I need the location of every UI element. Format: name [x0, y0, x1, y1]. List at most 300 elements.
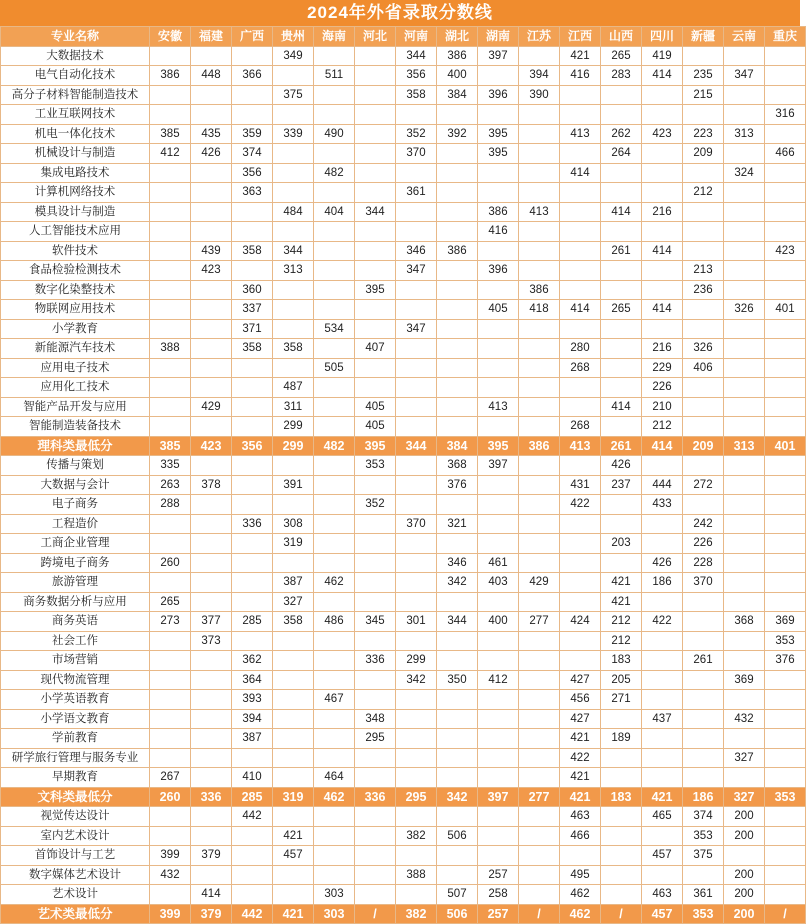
cell-score: 412 [478, 670, 519, 690]
table-row [1, 378, 806, 398]
cell-score: 442 [232, 807, 273, 827]
cell-score [642, 865, 683, 885]
cell-score: 370 [683, 573, 724, 593]
cell-score [191, 358, 232, 378]
table-row [1, 748, 806, 768]
cell-score: 397 [478, 787, 519, 807]
cell-score [355, 865, 396, 885]
cell-score [560, 241, 601, 261]
cell-score: 326 [724, 300, 765, 320]
table-row [1, 300, 806, 320]
cell-score [765, 846, 806, 866]
cell-score [355, 534, 396, 554]
table-row [1, 826, 806, 846]
cell-score: 283 [601, 66, 642, 86]
cell-score: 344 [437, 612, 478, 632]
cell-score [437, 378, 478, 398]
cell-score: 387 [232, 729, 273, 749]
cell-score [683, 222, 724, 242]
cell-score: 484 [273, 202, 314, 222]
table-header-row [1, 27, 806, 47]
cell-score [478, 319, 519, 339]
cell-score [560, 202, 601, 222]
cell-score [519, 826, 560, 846]
cell-score [150, 397, 191, 417]
table-row [1, 261, 806, 281]
cell-score [765, 553, 806, 573]
cell-score [437, 709, 478, 729]
cell-score [232, 631, 273, 651]
cell-score [724, 85, 765, 105]
cell-score [232, 222, 273, 242]
cell-score: 429 [191, 397, 232, 417]
cell-score [191, 222, 232, 242]
cell-score [601, 885, 642, 905]
cell-major-name: 软件技术 [1, 241, 150, 261]
cell-score [642, 456, 683, 476]
cell-score [273, 144, 314, 164]
cell-score: 326 [683, 339, 724, 359]
cell-score [191, 163, 232, 183]
cell-score: 385 [150, 436, 191, 456]
cell-score [396, 534, 437, 554]
score-table [0, 26, 806, 924]
cell-score [724, 261, 765, 281]
cell-score [519, 183, 560, 203]
cell-score [478, 768, 519, 788]
cell-score: 342 [396, 670, 437, 690]
cell-score: 414 [601, 397, 642, 417]
cell-score: 374 [683, 807, 724, 827]
cell-score: 400 [478, 612, 519, 632]
cell-score: 336 [355, 787, 396, 807]
cell-major-name: 社会工作 [1, 631, 150, 651]
cell-score [314, 475, 355, 495]
cell-score [150, 300, 191, 320]
cell-score [191, 573, 232, 593]
cell-score: 358 [232, 339, 273, 359]
cell-score [765, 222, 806, 242]
cell-score: 373 [191, 631, 232, 651]
cell-score [765, 709, 806, 729]
cell-score: 386 [519, 280, 560, 300]
cell-score [355, 163, 396, 183]
cell-major-name: 机械设计与制造 [1, 144, 150, 164]
cell-score: 356 [232, 163, 273, 183]
cell-major-name: 艺术类最低分 [1, 904, 150, 924]
cell-major-name: 小学语文教育 [1, 709, 150, 729]
cell-score [560, 456, 601, 476]
cell-score: 413 [478, 397, 519, 417]
cell-score [765, 729, 806, 749]
cell-score [232, 553, 273, 573]
cell-score: 258 [478, 885, 519, 905]
cell-score: 295 [396, 787, 437, 807]
cell-score [396, 885, 437, 905]
cell-score [396, 729, 437, 749]
cell-score [232, 456, 273, 476]
cell-score: 394 [232, 709, 273, 729]
cell-score: 386 [437, 46, 478, 66]
cell-score [478, 729, 519, 749]
cell-score [150, 280, 191, 300]
cell-score [601, 807, 642, 827]
cell-score [191, 319, 232, 339]
cell-score [396, 222, 437, 242]
cell-score [191, 690, 232, 710]
cell-score: 216 [642, 202, 683, 222]
table-row [1, 670, 806, 690]
cell-score [642, 163, 683, 183]
cell-score: 212 [642, 417, 683, 437]
cell-score: 339 [273, 124, 314, 144]
cell-score: 261 [683, 651, 724, 671]
cell-score [355, 105, 396, 125]
table-row [1, 105, 806, 125]
cell-score: 414 [560, 300, 601, 320]
cell-score [273, 183, 314, 203]
cell-score [519, 670, 560, 690]
table-row [1, 534, 806, 554]
cell-score: 353 [765, 631, 806, 651]
cell-score [765, 183, 806, 203]
cell-score [601, 709, 642, 729]
cell-score [150, 261, 191, 281]
cell-score [642, 748, 683, 768]
cell-score [601, 163, 642, 183]
cell-score [150, 631, 191, 651]
cell-score: 448 [191, 66, 232, 86]
table-row [1, 651, 806, 671]
cell-score: 345 [355, 612, 396, 632]
cell-score [150, 417, 191, 437]
cell-score: 236 [683, 280, 724, 300]
cell-score [765, 417, 806, 437]
cell-score [150, 670, 191, 690]
cell-score [314, 261, 355, 281]
cell-score [642, 280, 683, 300]
cell-score [642, 592, 683, 612]
cell-score [314, 670, 355, 690]
cell-score [437, 222, 478, 242]
cell-score [765, 319, 806, 339]
cell-major-name: 数字媒体艺术设计 [1, 865, 150, 885]
cell-score [683, 319, 724, 339]
cell-score [232, 85, 273, 105]
cell-score [683, 670, 724, 690]
cell-score: 413 [560, 436, 601, 456]
cell-score [273, 865, 314, 885]
cell-score [683, 612, 724, 632]
cell-score: 265 [601, 46, 642, 66]
cell-score [724, 378, 765, 398]
cell-score: 437 [642, 709, 683, 729]
cell-score [765, 885, 806, 905]
cell-score [355, 183, 396, 203]
cell-score [560, 378, 601, 398]
cell-score [355, 46, 396, 66]
cell-major-name: 应用化工技术 [1, 378, 150, 398]
cell-score [273, 222, 314, 242]
table-row [1, 163, 806, 183]
cell-score: 421 [560, 787, 601, 807]
cell-score [150, 573, 191, 593]
cell-score [191, 514, 232, 534]
cell-score: 237 [601, 475, 642, 495]
cell-score: 277 [519, 612, 560, 632]
cell-score [396, 495, 437, 515]
cell-score [314, 378, 355, 398]
cell-score [355, 573, 396, 593]
cell-score [519, 144, 560, 164]
cell-score: 413 [519, 202, 560, 222]
cell-major-name: 市场营销 [1, 651, 150, 671]
table-row [1, 85, 806, 105]
cell-score [314, 280, 355, 300]
cell-score: 435 [191, 124, 232, 144]
cell-score: 397 [478, 456, 519, 476]
cell-score: 462 [560, 904, 601, 924]
cell-score: 209 [683, 436, 724, 456]
cell-score [150, 748, 191, 768]
cell-score [724, 729, 765, 749]
cell-score [396, 631, 437, 651]
cell-score: 362 [232, 651, 273, 671]
column-header-jiangsu: 江苏 [519, 27, 560, 47]
cell-score [437, 651, 478, 671]
cell-score: 212 [601, 631, 642, 651]
cell-score [683, 456, 724, 476]
cell-score: 375 [273, 85, 314, 105]
cell-score [396, 690, 437, 710]
cell-score: 347 [396, 319, 437, 339]
cell-score [519, 358, 560, 378]
cell-score [355, 885, 396, 905]
cell-major-name: 应用电子技术 [1, 358, 150, 378]
cell-score [683, 241, 724, 261]
cell-score [150, 319, 191, 339]
cell-score [601, 85, 642, 105]
cell-score: 414 [642, 436, 683, 456]
cell-score [355, 85, 396, 105]
cell-score [519, 222, 560, 242]
cell-score [437, 534, 478, 554]
cell-score [232, 495, 273, 515]
cell-score: 303 [314, 885, 355, 905]
cell-score [519, 748, 560, 768]
cell-score: 288 [150, 495, 191, 515]
cell-score: 308 [273, 514, 314, 534]
cell-major-name: 商务数据分析与应用 [1, 592, 150, 612]
cell-score [478, 514, 519, 534]
table-row [1, 592, 806, 612]
cell-score [232, 748, 273, 768]
cell-score [601, 865, 642, 885]
cell-score: 358 [273, 612, 314, 632]
table-row-summary [1, 787, 806, 807]
cell-score [232, 378, 273, 398]
cell-score [437, 729, 478, 749]
cell-score: 462 [314, 787, 355, 807]
column-header-hainan: 海南 [314, 27, 355, 47]
cell-score: 261 [601, 436, 642, 456]
cell-score [683, 729, 724, 749]
cell-score: 379 [191, 846, 232, 866]
cell-score [601, 339, 642, 359]
cell-score [273, 709, 314, 729]
cell-score [150, 534, 191, 554]
cell-score [601, 846, 642, 866]
cell-score [724, 631, 765, 651]
cell-score [724, 358, 765, 378]
cell-score: 386 [478, 202, 519, 222]
cell-score [314, 456, 355, 476]
cell-score [765, 826, 806, 846]
cell-score: 265 [601, 300, 642, 320]
cell-score [560, 105, 601, 125]
cell-major-name: 旅游管理 [1, 573, 150, 593]
cell-score [396, 592, 437, 612]
cell-score: 394 [519, 66, 560, 86]
cell-score [519, 241, 560, 261]
cell-score: 382 [396, 826, 437, 846]
cell-score [314, 105, 355, 125]
cell-score: 429 [519, 573, 560, 593]
cell-score: 260 [150, 787, 191, 807]
cell-score: 200 [724, 885, 765, 905]
cell-score [478, 631, 519, 651]
cell-score: 313 [724, 436, 765, 456]
cell-score: 534 [314, 319, 355, 339]
cell-score [232, 417, 273, 437]
cell-score [519, 885, 560, 905]
cell-score [150, 202, 191, 222]
cell-score [355, 144, 396, 164]
cell-score [724, 241, 765, 261]
cell-score [355, 846, 396, 866]
cell-score: 462 [314, 573, 355, 593]
cell-score [683, 105, 724, 125]
table-row [1, 66, 806, 86]
cell-score [560, 280, 601, 300]
cell-score [642, 690, 683, 710]
cell-score [683, 690, 724, 710]
cell-score [273, 885, 314, 905]
cell-score [355, 807, 396, 827]
cell-score [765, 670, 806, 690]
cell-score: 319 [273, 787, 314, 807]
cell-major-name: 商务英语 [1, 612, 150, 632]
cell-score [314, 729, 355, 749]
cell-score [724, 592, 765, 612]
cell-score [724, 397, 765, 417]
cell-score [396, 475, 437, 495]
table-body [1, 46, 806, 924]
cell-score [191, 202, 232, 222]
table-row-summary [1, 904, 806, 924]
cell-score [314, 592, 355, 612]
column-header-sichuan: 四川 [642, 27, 683, 47]
cell-score: 391 [273, 475, 314, 495]
cell-score [765, 261, 806, 281]
column-header-fujian: 福建 [191, 27, 232, 47]
cell-score [642, 261, 683, 281]
cell-score [150, 241, 191, 261]
cell-score: 336 [232, 514, 273, 534]
cell-major-name: 智能制造装备技术 [1, 417, 150, 437]
cell-score [478, 495, 519, 515]
cell-score [396, 339, 437, 359]
cell-score [396, 300, 437, 320]
cell-score [437, 865, 478, 885]
cell-score [437, 631, 478, 651]
cell-score [355, 222, 396, 242]
cell-score: 423 [765, 241, 806, 261]
cell-major-name: 室内艺术设计 [1, 826, 150, 846]
cell-score [765, 85, 806, 105]
cell-score: 507 [437, 885, 478, 905]
cell-score [765, 202, 806, 222]
page-title: 2024年外省录取分数线 [0, 0, 800, 26]
cell-score: / [601, 904, 642, 924]
cell-score: 370 [396, 514, 437, 534]
cell-score [314, 183, 355, 203]
cell-score: 467 [314, 690, 355, 710]
cell-score: 353 [765, 787, 806, 807]
cell-score: 384 [437, 436, 478, 456]
cell-score [396, 202, 437, 222]
cell-score: 426 [191, 144, 232, 164]
cell-score [478, 358, 519, 378]
cell-score [437, 202, 478, 222]
cell-score [314, 534, 355, 554]
cell-score: 432 [724, 709, 765, 729]
cell-score: 422 [560, 748, 601, 768]
cell-score [150, 46, 191, 66]
cell-score: 344 [396, 436, 437, 456]
cell-score [150, 651, 191, 671]
cell-major-name: 学前教育 [1, 729, 150, 749]
cell-score [519, 319, 560, 339]
cell-score [232, 573, 273, 593]
cell-score [150, 885, 191, 905]
cell-score: 376 [437, 475, 478, 495]
cell-score [355, 826, 396, 846]
cell-score [601, 553, 642, 573]
cell-score [519, 729, 560, 749]
cell-score [560, 144, 601, 164]
column-header-guangxi: 广西 [232, 27, 273, 47]
cell-score [478, 651, 519, 671]
cell-score [191, 592, 232, 612]
cell-score [273, 105, 314, 125]
cell-score [191, 456, 232, 476]
cell-score: 346 [396, 241, 437, 261]
cell-score: 215 [683, 85, 724, 105]
cell-score [724, 144, 765, 164]
cell-score [765, 456, 806, 476]
cell-score [478, 826, 519, 846]
cell-score [273, 66, 314, 86]
cell-score [601, 183, 642, 203]
cell-score [765, 807, 806, 827]
cell-score [396, 573, 437, 593]
table-row [1, 456, 806, 476]
cell-score: 200 [724, 807, 765, 827]
cell-score: 442 [232, 904, 273, 924]
cell-score: 265 [150, 592, 191, 612]
cell-score [314, 144, 355, 164]
